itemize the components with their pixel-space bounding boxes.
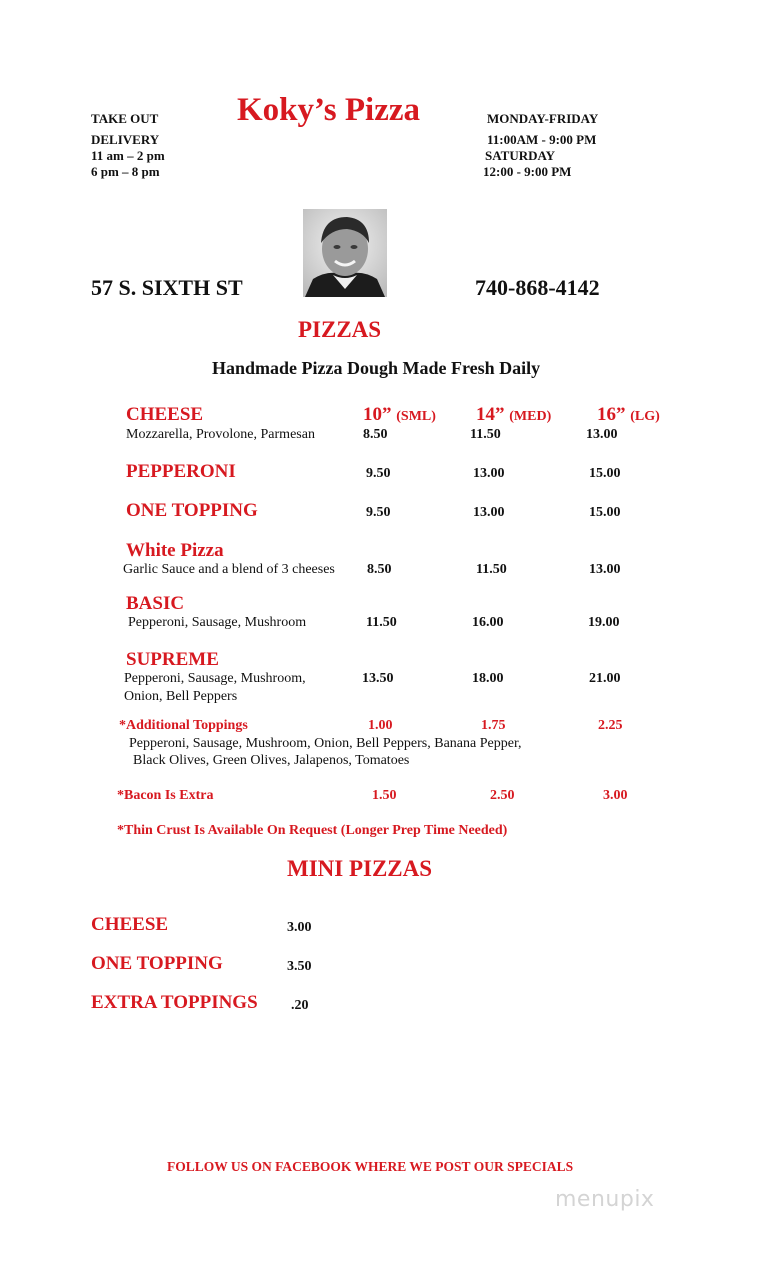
pizza-name-supreme: SUPREME bbox=[126, 649, 219, 670]
address: 57 S. SIXTH ST bbox=[91, 275, 243, 300]
size-large-label: (LG) bbox=[630, 409, 660, 424]
mini-price-extra-toppings: .20 bbox=[291, 998, 309, 1013]
bacon-extra-label: *Bacon Is Extra bbox=[117, 788, 214, 803]
restaurant-title: Koky’s Pizza bbox=[237, 92, 420, 128]
saturday-label: SATURDAY bbox=[485, 148, 556, 163]
saturday-hours: 12:00 - 9:00 PM bbox=[483, 164, 572, 179]
mini-price-one-topping: 3.50 bbox=[287, 959, 312, 974]
price-white-large: 13.00 bbox=[589, 562, 621, 577]
price-pepperoni-medium: 13.00 bbox=[473, 466, 505, 481]
price-basic-large: 19.00 bbox=[588, 615, 620, 630]
pizza-name-pepperoni: PEPPERONI bbox=[126, 461, 236, 482]
delivery-hours-1: 11 am – 2 pm bbox=[91, 148, 165, 163]
price-pepperoni-small: 9.50 bbox=[366, 466, 391, 481]
additional-price-small: 1.00 bbox=[368, 718, 393, 733]
toppings-list-line2: Black Olives, Green Olives, Jalapenos, Tomatoes bbox=[133, 753, 410, 768]
size-medium-label: (MED) bbox=[509, 409, 552, 424]
price-supreme-small: 13.50 bbox=[362, 671, 394, 686]
pizza-desc-basic: Pepperoni, Sausage, Mushroom bbox=[128, 615, 307, 630]
delivery-label: DELIVERY bbox=[91, 132, 160, 147]
pizza-desc-supreme-line1: Pepperoni, Sausage, Mushroom, bbox=[124, 671, 306, 686]
pizza-name-one-topping: ONE TOPPING bbox=[126, 500, 258, 521]
bacon-price-large: 3.00 bbox=[603, 788, 628, 803]
dough-tagline: Handmade Pizza Dough Made Fresh Daily bbox=[212, 358, 541, 378]
pizza-desc-white: Garlic Sauce and a blend of 3 cheeses bbox=[123, 562, 335, 577]
mini-name-extra-toppings: EXTRA TOPPINGS bbox=[91, 992, 258, 1013]
pizza-desc-supreme-line2: Onion, Bell Peppers bbox=[124, 689, 238, 704]
bacon-price-medium: 2.50 bbox=[490, 788, 515, 803]
size-small-header bbox=[363, 404, 436, 426]
size-large-value: 16” bbox=[597, 404, 626, 425]
price-cheese-small: 8.50 bbox=[363, 427, 388, 442]
price-white-small: 8.50 bbox=[367, 562, 392, 577]
pizza-name-cheese: CHEESE bbox=[126, 404, 204, 425]
pizza-name-white: White Pizza bbox=[126, 540, 224, 561]
menupix-watermark: menupix bbox=[555, 1187, 655, 1212]
size-medium-header bbox=[476, 404, 551, 426]
additional-price-large: 2.25 bbox=[598, 718, 623, 733]
bacon-price-small: 1.50 bbox=[372, 788, 397, 803]
take-out-label: TAKE OUT bbox=[91, 111, 159, 126]
size-small-value: 10” bbox=[363, 404, 392, 425]
owner-photo bbox=[303, 209, 387, 297]
weekday-hours: 11:00AM - 9:00 PM bbox=[487, 132, 597, 147]
pizzas-heading: PIZZAS bbox=[298, 317, 382, 342]
size-small-label: (SML) bbox=[396, 409, 436, 424]
mini-name-one-topping: ONE TOPPING bbox=[91, 953, 223, 974]
price-basic-small: 11.50 bbox=[366, 615, 397, 630]
toppings-list-line1: Pepperoni, Sausage, Mushroom, Onion, Bell Peppers, Banana Pepper, bbox=[129, 736, 522, 751]
price-supreme-large: 21.00 bbox=[589, 671, 621, 686]
price-one-topping-small: 9.50 bbox=[366, 505, 391, 520]
price-cheese-medium: 11.50 bbox=[470, 427, 501, 442]
additional-price-medium: 1.75 bbox=[481, 718, 506, 733]
facebook-footer: FOLLOW US ON FACEBOOK WHERE WE POST OUR SPECIALS bbox=[167, 1159, 574, 1174]
phone-number: 740-868-4142 bbox=[475, 275, 600, 300]
delivery-hours-2: 6 pm – 8 pm bbox=[91, 164, 160, 179]
price-basic-medium: 16.00 bbox=[472, 615, 504, 630]
thin-crust-note: *Thin Crust Is Available On Request (Longer Prep Time Needed) bbox=[117, 823, 508, 838]
pizza-name-basic: BASIC bbox=[126, 593, 185, 614]
price-supreme-medium: 18.00 bbox=[472, 671, 504, 686]
size-medium-value: 14” bbox=[476, 404, 505, 425]
mini-pizzas-heading: MINI PIZZAS bbox=[287, 856, 433, 881]
additional-toppings-label: *Additional Toppings bbox=[119, 718, 248, 733]
pizza-desc-cheese: Mozzarella, Provolone, Parmesan bbox=[126, 427, 315, 442]
price-white-medium: 11.50 bbox=[476, 562, 507, 577]
mini-price-cheese: 3.00 bbox=[287, 920, 312, 935]
price-one-topping-large: 15.00 bbox=[589, 505, 621, 520]
price-cheese-large: 13.00 bbox=[586, 427, 618, 442]
weekday-label: MONDAY-FRIDAY bbox=[487, 111, 599, 126]
price-one-topping-medium: 13.00 bbox=[473, 505, 505, 520]
mini-name-cheese: CHEESE bbox=[91, 914, 169, 935]
price-pepperoni-large: 15.00 bbox=[589, 466, 621, 481]
size-large-header bbox=[597, 404, 660, 426]
